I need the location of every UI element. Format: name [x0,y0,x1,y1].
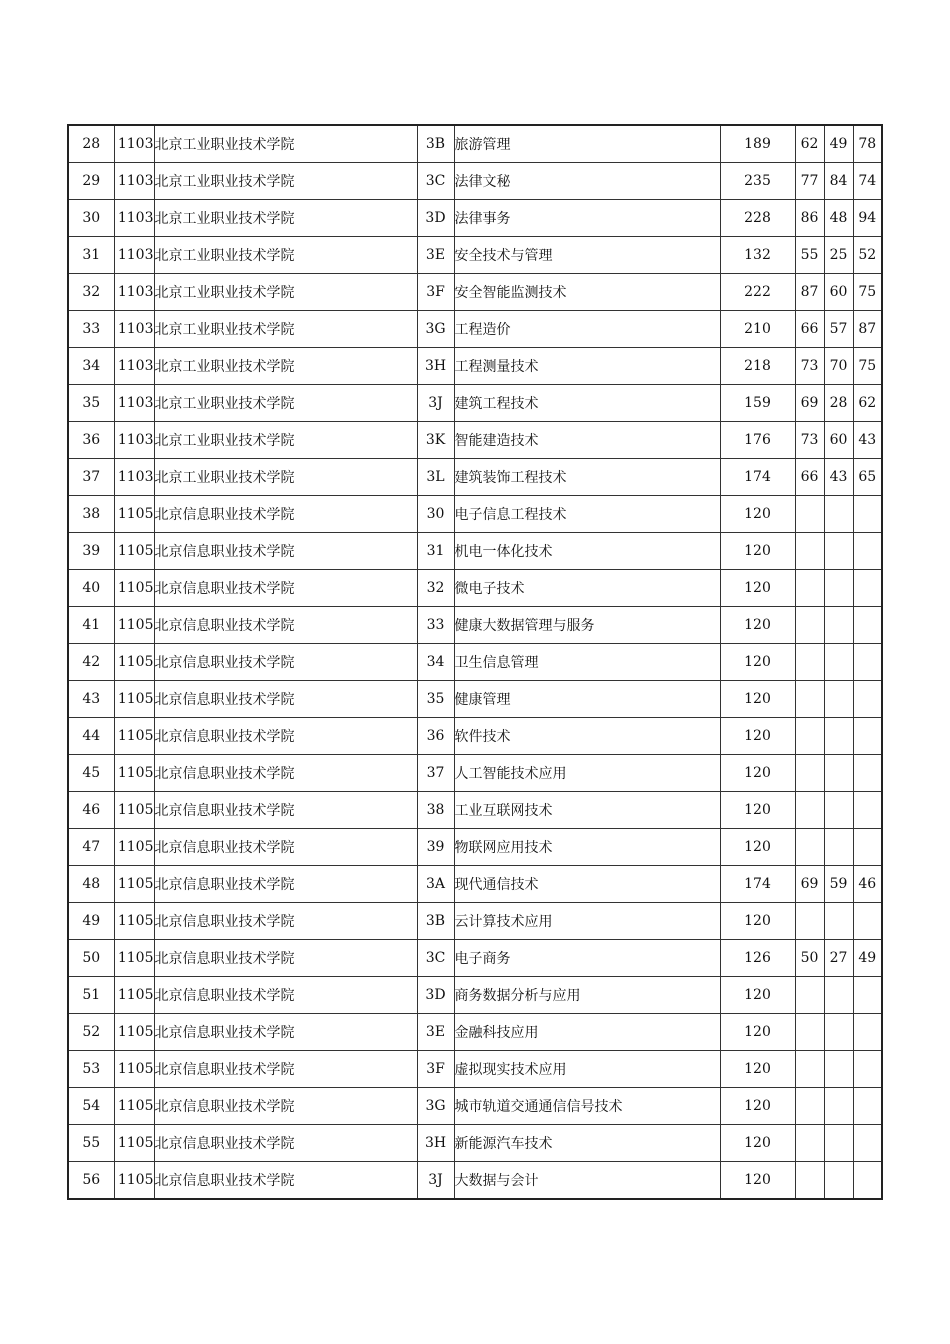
major-code-cell: 3B [417,903,454,940]
total-score-cell: 132 [720,237,795,274]
school-name-cell: 北京工业职业技术学院 [154,311,417,348]
row-number-cell: 33 [68,311,114,348]
row-number-cell: 55 [68,1125,114,1162]
score-3-cell [853,1051,882,1088]
school-name-cell: 北京信息职业技术学院 [154,607,417,644]
row-number-cell: 34 [68,348,114,385]
row-number-cell: 29 [68,163,114,200]
score-1-cell [795,1051,824,1088]
major-name-cell: 智能建造技术 [454,422,720,459]
score-2-cell: 59 [824,866,853,903]
score-2-cell [824,533,853,570]
score-1-cell [795,755,824,792]
score-1-cell: 77 [795,163,824,200]
school-name-cell: 北京信息职业技术学院 [154,1014,417,1051]
score-2-cell: 49 [824,125,853,163]
major-name-cell: 建筑工程技术 [454,385,720,422]
score-2-cell [824,755,853,792]
school-name-cell: 北京信息职业技术学院 [154,755,417,792]
score-2-cell: 48 [824,200,853,237]
major-name-cell: 建筑装饰工程技术 [454,459,720,496]
score-3-cell: 74 [853,163,882,200]
score-1-cell [795,681,824,718]
score-2-cell: 27 [824,940,853,977]
major-name-cell: 健康管理 [454,681,720,718]
total-score-cell: 222 [720,274,795,311]
score-1-cell [795,496,824,533]
school-code-cell: 1105 [114,829,154,866]
school-name-cell: 北京信息职业技术学院 [154,1088,417,1125]
total-score-cell: 218 [720,348,795,385]
score-3-cell [853,977,882,1014]
school-code-cell: 1105 [114,1014,154,1051]
total-score-cell: 159 [720,385,795,422]
major-name-cell: 现代通信技术 [454,866,720,903]
school-code-cell: 1105 [114,681,154,718]
school-name-cell: 北京工业职业技术学院 [154,125,417,163]
table-row [68,385,882,422]
total-score-cell: 210 [720,311,795,348]
major-code-cell: 3H [417,1125,454,1162]
row-number-cell: 51 [68,977,114,1014]
total-score-cell: 120 [720,755,795,792]
score-2-cell [824,1125,853,1162]
score-3-cell: 78 [853,125,882,163]
total-score-cell: 120 [720,903,795,940]
score-2-cell [824,718,853,755]
score-3-cell [853,644,882,681]
score-3-cell: 62 [853,385,882,422]
school-name-cell: 北京信息职业技术学院 [154,1125,417,1162]
school-code-cell: 1105 [114,607,154,644]
row-number-cell: 45 [68,755,114,792]
row-number-cell: 42 [68,644,114,681]
major-name-cell: 工程造价 [454,311,720,348]
table-row [68,718,882,755]
score-2-cell [824,681,853,718]
row-number-cell: 48 [68,866,114,903]
score-3-cell [853,1125,882,1162]
row-number-cell: 49 [68,903,114,940]
row-number-cell: 38 [68,496,114,533]
major-code-cell: 3J [417,385,454,422]
table-row [68,200,882,237]
score-1-cell [795,903,824,940]
school-code-cell: 1103 [114,125,154,163]
school-code-cell: 1105 [114,496,154,533]
major-code-cell: 3E [417,1014,454,1051]
score-1-cell: 62 [795,125,824,163]
score-3-cell [853,1014,882,1051]
table-row [68,496,882,533]
score-3-cell: 94 [853,200,882,237]
school-code-cell: 1105 [114,1162,154,1200]
table-row [68,125,882,163]
row-number-cell: 56 [68,1162,114,1200]
score-1-cell [795,1014,824,1051]
row-number-cell: 36 [68,422,114,459]
school-name-cell: 北京工业职业技术学院 [154,200,417,237]
total-score-cell: 120 [720,644,795,681]
school-name-cell: 北京信息职业技术学院 [154,1051,417,1088]
score-2-cell [824,496,853,533]
table-row [68,755,882,792]
school-name-cell: 北京工业职业技术学院 [154,348,417,385]
major-name-cell: 人工智能技术应用 [454,755,720,792]
school-code-cell: 1105 [114,644,154,681]
score-2-cell [824,570,853,607]
school-name-cell: 北京工业职业技术学院 [154,459,417,496]
school-code-cell: 1105 [114,977,154,1014]
school-code-cell: 1105 [114,533,154,570]
score-3-cell [853,496,882,533]
major-name-cell: 卫生信息管理 [454,644,720,681]
major-code-cell: 30 [417,496,454,533]
major-code-cell: 31 [417,533,454,570]
total-score-cell: 189 [720,125,795,163]
score-2-cell: 25 [824,237,853,274]
row-number-cell: 32 [68,274,114,311]
school-code-cell: 1105 [114,1088,154,1125]
school-code-cell: 1105 [114,866,154,903]
score-2-cell: 57 [824,311,853,348]
major-name-cell: 安全技术与管理 [454,237,720,274]
major-code-cell: 3D [417,200,454,237]
school-name-cell: 北京信息职业技术学院 [154,644,417,681]
table-row [68,570,882,607]
score-2-cell [824,607,853,644]
score-3-cell: 65 [853,459,882,496]
table-row [68,533,882,570]
school-code-cell: 1103 [114,163,154,200]
row-number-cell: 28 [68,125,114,163]
score-1-cell: 73 [795,422,824,459]
score-3-cell: 75 [853,274,882,311]
school-code-cell: 1103 [114,311,154,348]
table-row [68,422,882,459]
score-2-cell [824,1014,853,1051]
school-name-cell: 北京工业职业技术学院 [154,274,417,311]
major-code-cell: 34 [417,644,454,681]
school-name-cell: 北京信息职业技术学院 [154,940,417,977]
score-3-cell [853,792,882,829]
major-code-cell: 3F [417,1051,454,1088]
school-code-cell: 1105 [114,718,154,755]
major-code-cell: 3H [417,348,454,385]
major-code-cell: 36 [417,718,454,755]
school-name-cell: 北京信息职业技术学院 [154,681,417,718]
score-1-cell [795,1125,824,1162]
school-name-cell: 北京信息职业技术学院 [154,533,417,570]
score-2-cell [824,977,853,1014]
major-code-cell: 3D [417,977,454,1014]
table-row [68,1014,882,1051]
major-name-cell: 工业互联网技术 [454,792,720,829]
school-name-cell: 北京工业职业技术学院 [154,422,417,459]
row-number-cell: 35 [68,385,114,422]
score-3-cell [853,607,882,644]
school-name-cell: 北京信息职业技术学院 [154,718,417,755]
row-number-cell: 30 [68,200,114,237]
row-number-cell: 54 [68,1088,114,1125]
score-3-cell [853,718,882,755]
score-3-cell [853,533,882,570]
score-1-cell [795,607,824,644]
score-2-cell: 43 [824,459,853,496]
score-1-cell [795,533,824,570]
table-row [68,903,882,940]
row-number-cell: 31 [68,237,114,274]
major-name-cell: 法律文秘 [454,163,720,200]
total-score-cell: 120 [720,792,795,829]
score-1-cell: 69 [795,385,824,422]
score-3-cell [853,570,882,607]
score-2-cell: 84 [824,163,853,200]
score-1-cell [795,1088,824,1125]
major-code-cell: 3A [417,866,454,903]
total-score-cell: 174 [720,459,795,496]
major-name-cell: 旅游管理 [454,125,720,163]
major-code-cell: 3L [417,459,454,496]
school-code-cell: 1105 [114,940,154,977]
major-code-cell: 37 [417,755,454,792]
score-1-cell: 66 [795,311,824,348]
major-code-cell: 3B [417,125,454,163]
score-2-cell: 28 [824,385,853,422]
major-code-cell: 33 [417,607,454,644]
score-3-cell [853,681,882,718]
major-name-cell: 商务数据分析与应用 [454,977,720,1014]
school-code-cell: 1105 [114,792,154,829]
school-code-cell: 1103 [114,422,154,459]
major-name-cell: 工程测量技术 [454,348,720,385]
row-number-cell: 52 [68,1014,114,1051]
score-1-cell [795,792,824,829]
score-2-cell [824,903,853,940]
school-code-cell: 1103 [114,459,154,496]
total-score-cell: 235 [720,163,795,200]
score-2-cell [824,792,853,829]
major-name-cell: 机电一体化技术 [454,533,720,570]
school-code-cell: 1103 [114,274,154,311]
score-1-cell [795,1162,824,1200]
total-score-cell: 120 [720,607,795,644]
row-number-cell: 37 [68,459,114,496]
score-3-cell [853,829,882,866]
school-name-cell: 北京信息职业技术学院 [154,977,417,1014]
table-row [68,866,882,903]
score-3-cell [853,755,882,792]
major-code-cell: 35 [417,681,454,718]
row-number-cell: 41 [68,607,114,644]
total-score-cell: 120 [720,718,795,755]
table-row [68,237,882,274]
score-1-cell: 66 [795,459,824,496]
row-number-cell: 53 [68,1051,114,1088]
table-row [68,977,882,1014]
table-row [68,1162,882,1200]
score-1-cell: 69 [795,866,824,903]
major-name-cell: 电子信息工程技术 [454,496,720,533]
table-row [68,681,882,718]
school-code-cell: 1103 [114,200,154,237]
table-row [68,348,882,385]
total-score-cell: 120 [720,829,795,866]
school-code-cell: 1105 [114,1125,154,1162]
school-code-cell: 1105 [114,755,154,792]
school-name-cell: 北京信息职业技术学院 [154,1162,417,1200]
total-score-cell: 126 [720,940,795,977]
school-code-cell: 1105 [114,1051,154,1088]
major-name-cell: 虚拟现实技术应用 [454,1051,720,1088]
score-3-cell [853,1088,882,1125]
major-name-cell: 大数据与会计 [454,1162,720,1200]
table-body [68,125,882,1199]
score-2-cell [824,1162,853,1200]
score-2-cell [824,1088,853,1125]
total-score-cell: 120 [720,570,795,607]
major-code-cell: 38 [417,792,454,829]
major-code-cell: 3J [417,1162,454,1200]
table-row [68,1051,882,1088]
major-name-cell: 新能源汽车技术 [454,1125,720,1162]
score-1-cell [795,829,824,866]
admission-score-table [67,124,883,1200]
total-score-cell: 120 [720,977,795,1014]
major-name-cell: 软件技术 [454,718,720,755]
score-3-cell: 52 [853,237,882,274]
school-name-cell: 北京信息职业技术学院 [154,496,417,533]
score-1-cell: 55 [795,237,824,274]
table-row [68,792,882,829]
table-row [68,311,882,348]
major-code-cell: 3F [417,274,454,311]
score-3-cell: 43 [853,422,882,459]
score-1-cell [795,570,824,607]
score-3-cell [853,903,882,940]
table-row [68,1088,882,1125]
row-number-cell: 43 [68,681,114,718]
major-code-cell: 3C [417,940,454,977]
row-number-cell: 39 [68,533,114,570]
total-score-cell: 120 [720,681,795,718]
score-1-cell [795,718,824,755]
table-row [68,829,882,866]
total-score-cell: 120 [720,496,795,533]
major-name-cell: 微电子技术 [454,570,720,607]
score-1-cell [795,977,824,1014]
major-name-cell: 金融科技应用 [454,1014,720,1051]
major-code-cell: 39 [417,829,454,866]
score-3-cell: 75 [853,348,882,385]
table-row [68,607,882,644]
major-name-cell: 安全智能监测技术 [454,274,720,311]
table-row [68,274,882,311]
school-code-cell: 1105 [114,570,154,607]
score-2-cell: 60 [824,422,853,459]
table-row [68,459,882,496]
school-name-cell: 北京工业职业技术学院 [154,385,417,422]
total-score-cell: 120 [720,1051,795,1088]
row-number-cell: 47 [68,829,114,866]
major-name-cell: 法律事务 [454,200,720,237]
major-code-cell: 3C [417,163,454,200]
total-score-cell: 120 [720,533,795,570]
table-row [68,644,882,681]
score-3-cell: 87 [853,311,882,348]
row-number-cell: 46 [68,792,114,829]
major-code-cell: 32 [417,570,454,607]
school-name-cell: 北京信息职业技术学院 [154,570,417,607]
table-row [68,1125,882,1162]
major-code-cell: 3E [417,237,454,274]
school-code-cell: 1103 [114,237,154,274]
total-score-cell: 120 [720,1125,795,1162]
school-name-cell: 北京工业职业技术学院 [154,237,417,274]
score-3-cell: 49 [853,940,882,977]
score-3-cell: 46 [853,866,882,903]
total-score-cell: 174 [720,866,795,903]
major-code-cell: 3G [417,311,454,348]
score-1-cell: 86 [795,200,824,237]
table-row [68,163,882,200]
major-name-cell: 云计算技术应用 [454,903,720,940]
table-row [68,940,882,977]
total-score-cell: 120 [720,1088,795,1125]
total-score-cell: 120 [720,1162,795,1200]
score-2-cell [824,644,853,681]
score-2-cell [824,1051,853,1088]
major-code-cell: 3G [417,1088,454,1125]
score-1-cell: 87 [795,274,824,311]
total-score-cell: 176 [720,422,795,459]
major-name-cell: 物联网应用技术 [454,829,720,866]
school-code-cell: 1103 [114,385,154,422]
major-code-cell: 3K [417,422,454,459]
score-2-cell: 70 [824,348,853,385]
total-score-cell: 120 [720,1014,795,1051]
score-1-cell: 50 [795,940,824,977]
school-name-cell: 北京信息职业技术学院 [154,866,417,903]
major-name-cell: 电子商务 [454,940,720,977]
school-name-cell: 北京信息职业技术学院 [154,829,417,866]
row-number-cell: 40 [68,570,114,607]
school-code-cell: 1105 [114,903,154,940]
score-2-cell [824,829,853,866]
major-name-cell: 城市轨道交通通信信号技术 [454,1088,720,1125]
score-1-cell: 73 [795,348,824,385]
school-name-cell: 北京信息职业技术学院 [154,903,417,940]
total-score-cell: 228 [720,200,795,237]
score-2-cell: 60 [824,274,853,311]
school-name-cell: 北京工业职业技术学院 [154,163,417,200]
row-number-cell: 44 [68,718,114,755]
school-code-cell: 1103 [114,348,154,385]
major-name-cell: 健康大数据管理与服务 [454,607,720,644]
school-name-cell: 北京信息职业技术学院 [154,792,417,829]
row-number-cell: 50 [68,940,114,977]
score-3-cell [853,1162,882,1200]
score-1-cell [795,644,824,681]
